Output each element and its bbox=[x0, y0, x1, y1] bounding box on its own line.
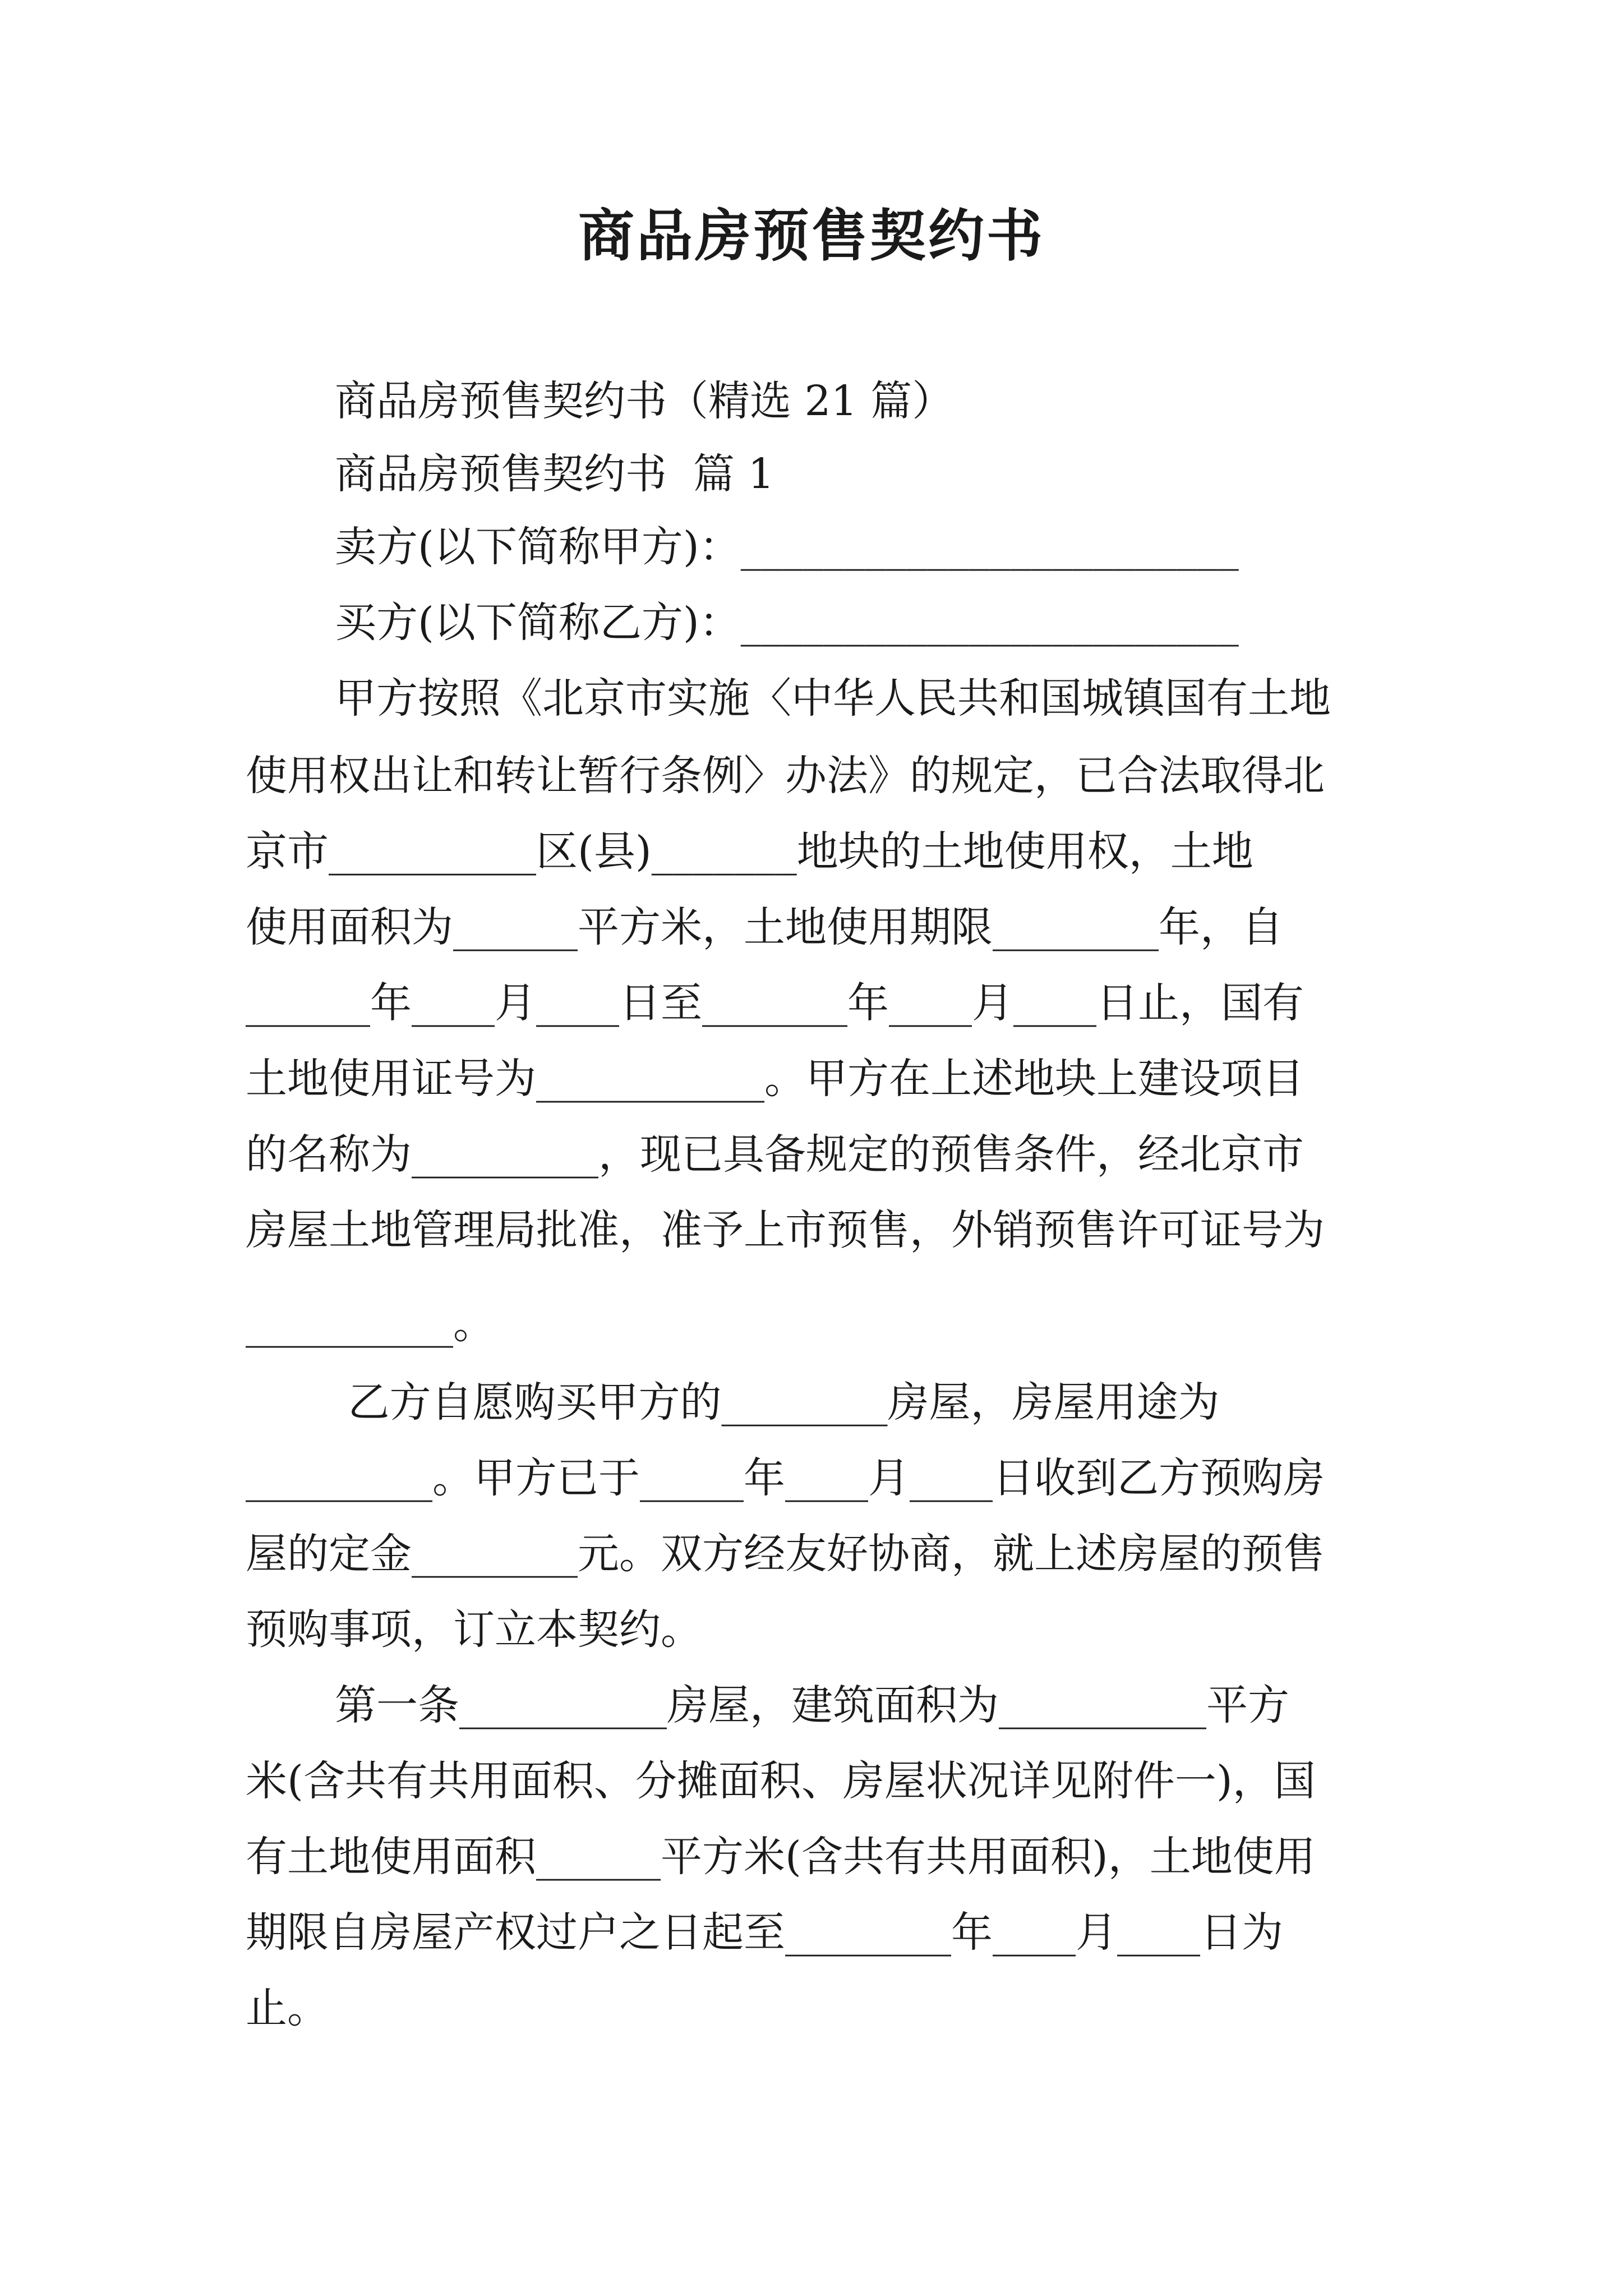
paragraph-line: 米(含共有共用面积、分摊面积、房屋状况详见附件一)，国 bbox=[246, 1757, 1316, 1805]
paragraph-line: 甲方按照《北京市实施〈中华人民共和国城镇国有土地 bbox=[335, 674, 1331, 723]
section-heading: 商品房预售契约书 篇 1 bbox=[335, 450, 774, 498]
paragraph-line: 预购事项，订立本契约。 bbox=[246, 1605, 702, 1654]
article-one-line: 第一条__________房屋，建筑面积为__________平方 bbox=[335, 1681, 1289, 1729]
paragraph-line: _________。甲方已于_____年____月____日收到乙方预购房 bbox=[246, 1454, 1325, 1502]
paragraph-line: 屋的定金________元。双方经友好协商，就上述房屋的预售 bbox=[246, 1530, 1325, 1578]
paragraph-line: 期限自房屋产权过户之日起至________年____月____日为 bbox=[246, 1908, 1283, 1957]
paragraph-line: 止。 bbox=[246, 1984, 329, 2032]
document-title: 商品房预售契约书 bbox=[578, 203, 1045, 269]
doc-subtitle: 商品房预售契约书（精选 21 篇） bbox=[335, 377, 954, 425]
paragraph-line: 有土地使用面积______平方米(含共有共用面积)，土地使用 bbox=[246, 1833, 1316, 1881]
paragraph-line: 使用权出让和转让暂行条例〉办法》的规定，已合法取得北 bbox=[246, 752, 1325, 800]
buyer-line: 买方(以下简称乙方)：________________________ bbox=[335, 599, 1239, 647]
paragraph-line: __________。 bbox=[246, 1300, 495, 1348]
paragraph-line: 的名称为_________，现已具备规定的预售条件，经北京市 bbox=[246, 1130, 1304, 1179]
paragraph-line: ______年____月____日至_______年____月____日止，国有 bbox=[246, 979, 1304, 1027]
seller-line: 卖方(以下简称甲方)：________________________ bbox=[335, 523, 1239, 571]
paragraph-line: 乙方自愿购买甲方的________房屋，房屋用途为 bbox=[335, 1378, 1220, 1427]
paragraph-line: 使用面积为______平方米，土地使用期限________年，自 bbox=[246, 903, 1283, 951]
paragraph-line: 房屋土地管理局批准，准予上市预售，外销预售许可证号为 bbox=[246, 1206, 1325, 1254]
paragraph-line: 土地使用证号为___________。甲方在上述地块上建设项目 bbox=[246, 1055, 1304, 1103]
paragraph-line: 京市__________区(县)_______地块的土地使用权，土地 bbox=[246, 827, 1253, 876]
